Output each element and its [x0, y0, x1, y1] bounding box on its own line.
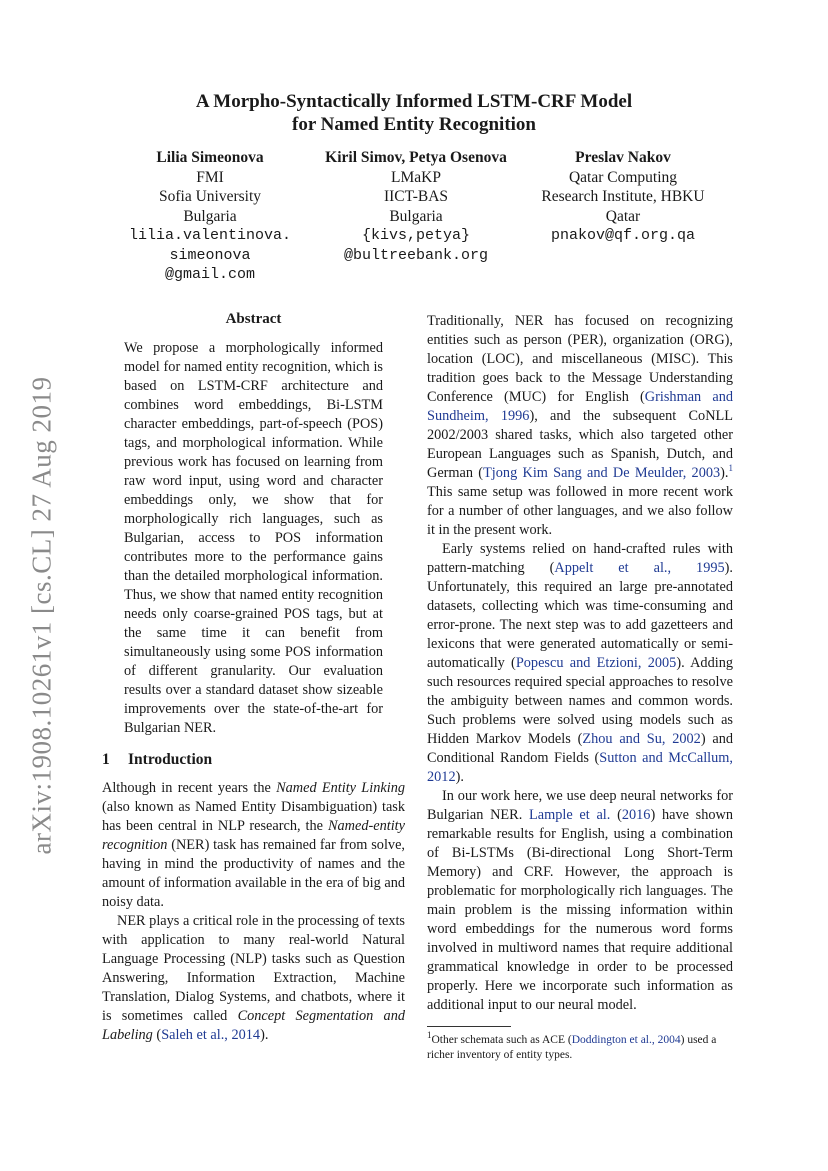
- section-heading-introduction: [102, 750, 405, 769]
- right-column: [427, 312, 733, 1015]
- intro-paragraph-1: [102, 779, 405, 912]
- author-name: Kiril Simov, Petya Osenova: [325, 149, 507, 166]
- citation-link[interactable]: 2016: [621, 807, 651, 823]
- author-simeonova: [105, 148, 315, 285]
- arxiv-sidebar-stamp: [20, 360, 64, 870]
- author-email: @gmail.com: [164, 266, 255, 283]
- text-run: (NER) task has remained far from solve, having in mind the productivity of names and the amount of information available in the era of big and noisy data.: [102, 837, 405, 910]
- author-affiliation: Bulgaria: [389, 207, 443, 225]
- section-number: 1: [102, 751, 110, 768]
- citation-link[interactable]: Saleh et al., 2014: [161, 1027, 261, 1043]
- text-run: Early systems relied on hand-crafted rules with pattern-matching (: [427, 541, 733, 576]
- author-name: Lilia Simeonova: [156, 149, 264, 166]
- text-run: ) and Conditional Random Fields (: [427, 731, 734, 766]
- author-email: @bultreebank.org: [343, 246, 489, 264]
- right-paragraph-3: [427, 787, 733, 1015]
- author-email: pnakov@qf.org.qa: [550, 227, 696, 244]
- paper-title: [0, 90, 828, 136]
- citation-link[interactable]: Tjong Kim Sang and De Meulder, 2003: [483, 465, 721, 481]
- emphasis: Named Entity Linking: [276, 780, 405, 796]
- footnote-divider: [427, 1026, 511, 1027]
- left-column: [102, 310, 405, 1045]
- text-run: (: [152, 1027, 162, 1043]
- text-run: ). Adding such resources required special approaches to resolve the ambiguity between names and common words. Such problems were solved using models such as Hidden Markov Models (: [427, 655, 733, 747]
- right-paragraph-2: [427, 540, 733, 787]
- title-line-1: A Morpho-Syntactically Informed LSTM-CRF Model: [195, 91, 633, 112]
- citation-link[interactable]: Lample et al.: [529, 807, 611, 823]
- author-affiliation: Sofia University: [158, 188, 262, 205]
- citation-link[interactable]: Popescu and Etzioni, 2005: [515, 655, 677, 671]
- emphasis: Concept Segmentation and Labeling: [102, 1008, 405, 1043]
- author-affiliation: Research Institute, HBKU: [541, 188, 705, 205]
- section-title: Introduction: [128, 751, 213, 768]
- text-run: ), and the subsequent CoNLL 2002/2003 shared tasks, which also targeted other European Languages such as Spanish, Dutch, and German (: [427, 408, 733, 481]
- citation-link[interactable]: Grishman and Sundheim, 1996: [427, 389, 733, 424]
- author-affiliation: LMaKP: [391, 168, 441, 186]
- arxiv-id: arXiv:1908.10261v1 [cs.CL] 27 Aug 2019: [26, 376, 57, 854]
- text-run: ).: [455, 769, 464, 785]
- author-simov-osenova: [306, 148, 526, 265]
- text-run: In our work here, we use deep neural networks for Bulgarian NER.: [427, 788, 733, 823]
- text-run: ). Unfortunately, this required an large pre-annotated datasets, collecting which was time-consuming and error-prone. The next step was to add gazetteers and lexicons that were generated automatically or semi-automatically (: [427, 560, 733, 671]
- text-run: Traditionally, NER has focused on recognizing entities such as person (PER), organization (ORG), location (LOC), and miscellaneous (MISC). This tradition goes back to the Message Understanding Conference (MUC) for English (: [427, 313, 733, 405]
- citation-link[interactable]: Zhou and Su, 2002: [582, 731, 701, 747]
- right-paragraph-1: [427, 312, 733, 540]
- text-run: ) used a richer inventory of entity types.: [427, 1034, 717, 1061]
- footnote-marker[interactable]: 1: [728, 463, 733, 474]
- title-line-2: for Named Entity Recognition: [292, 114, 536, 135]
- author-affiliation: Bulgaria: [183, 207, 237, 225]
- author-email: {kivs,petya}: [361, 227, 471, 244]
- author-affiliation: Qatar: [605, 207, 641, 225]
- footnote-mark: 1: [427, 1030, 432, 1041]
- text-run: (also known as Named Entity Disambiguation) task has been central in NLP research, the: [102, 799, 405, 834]
- citation-link[interactable]: Appelt et al., 1995: [554, 560, 725, 576]
- text-run: Although in recent years the: [102, 780, 277, 796]
- text-run: ).: [720, 465, 729, 481]
- citation-link[interactable]: Doddington et al., 2004: [571, 1034, 681, 1046]
- author-affiliation: IICT-BAS: [383, 188, 449, 205]
- text-run: This same setup was followed in more recent work for a number of other languages, and we also follow it in the present work.: [427, 484, 733, 538]
- intro-paragraph-2: [102, 912, 405, 1045]
- abstract-heading: Abstract: [225, 311, 282, 327]
- citation-link[interactable]: Sutton and McCallum, 2012: [427, 750, 734, 785]
- text-run: Other schemata such as ACE (: [431, 1034, 572, 1046]
- author-name: Preslav Nakov: [575, 149, 671, 166]
- text-run: ) have shown remarkable results for English, using a combination of Bi-LSTMs (Bi-directional Long Short-Term Memory) and CRF. However, the approach is problematic for morphologically rich languages. The main problem is the missing information within word embeddings for the numerous word forms involved in multiword names that require additional grammatical knowledge in order to be processed properly. Here we incorporate such information as additional input to our neural model.: [427, 807, 733, 1013]
- author-nakov: [522, 148, 724, 246]
- emphasis: Named-entity recognition: [102, 818, 405, 853]
- author-email: lilia.valentinova.: [128, 227, 292, 244]
- abstract-text: We propose a morphologically informed model for named entity recognition, which is based on LSTM-CRF architecture and combines word embeddings, Bi-LSTM character embeddings, part-of-speech (POS) tags, and morphological information. While previous work has focused on learning from raw word input, using word and character embeddings only, we show that for morphologically rich languages, such as Bulgarian, access to POS information contributes more to the performance gains than the detailed morphological information. Thus, we show that named entity recognition needs only coarse-grained POS tags, but at the same time it can benefit from simultaneously using some POS information of different granularity. Our evaluation results over a standard dataset show sizeable improvements over the state-of-the-art for Bulgarian NER.: [124, 340, 383, 736]
- author-affiliation: FMI: [196, 168, 224, 186]
- author-email: simeonova: [169, 246, 251, 264]
- text-run: ).: [260, 1027, 269, 1043]
- text-run: NER plays a critical role in the processing of texts with application to many real-world Natural Language Processing (NLP) tasks such as Question Answering, Information Extraction, Machine Translation, Dialog Systems, and chatbots, where it is sometimes called: [102, 913, 405, 1024]
- author-affiliation: Qatar Computing: [568, 168, 678, 186]
- text-run: (: [610, 807, 622, 823]
- footnote: [427, 1030, 733, 1063]
